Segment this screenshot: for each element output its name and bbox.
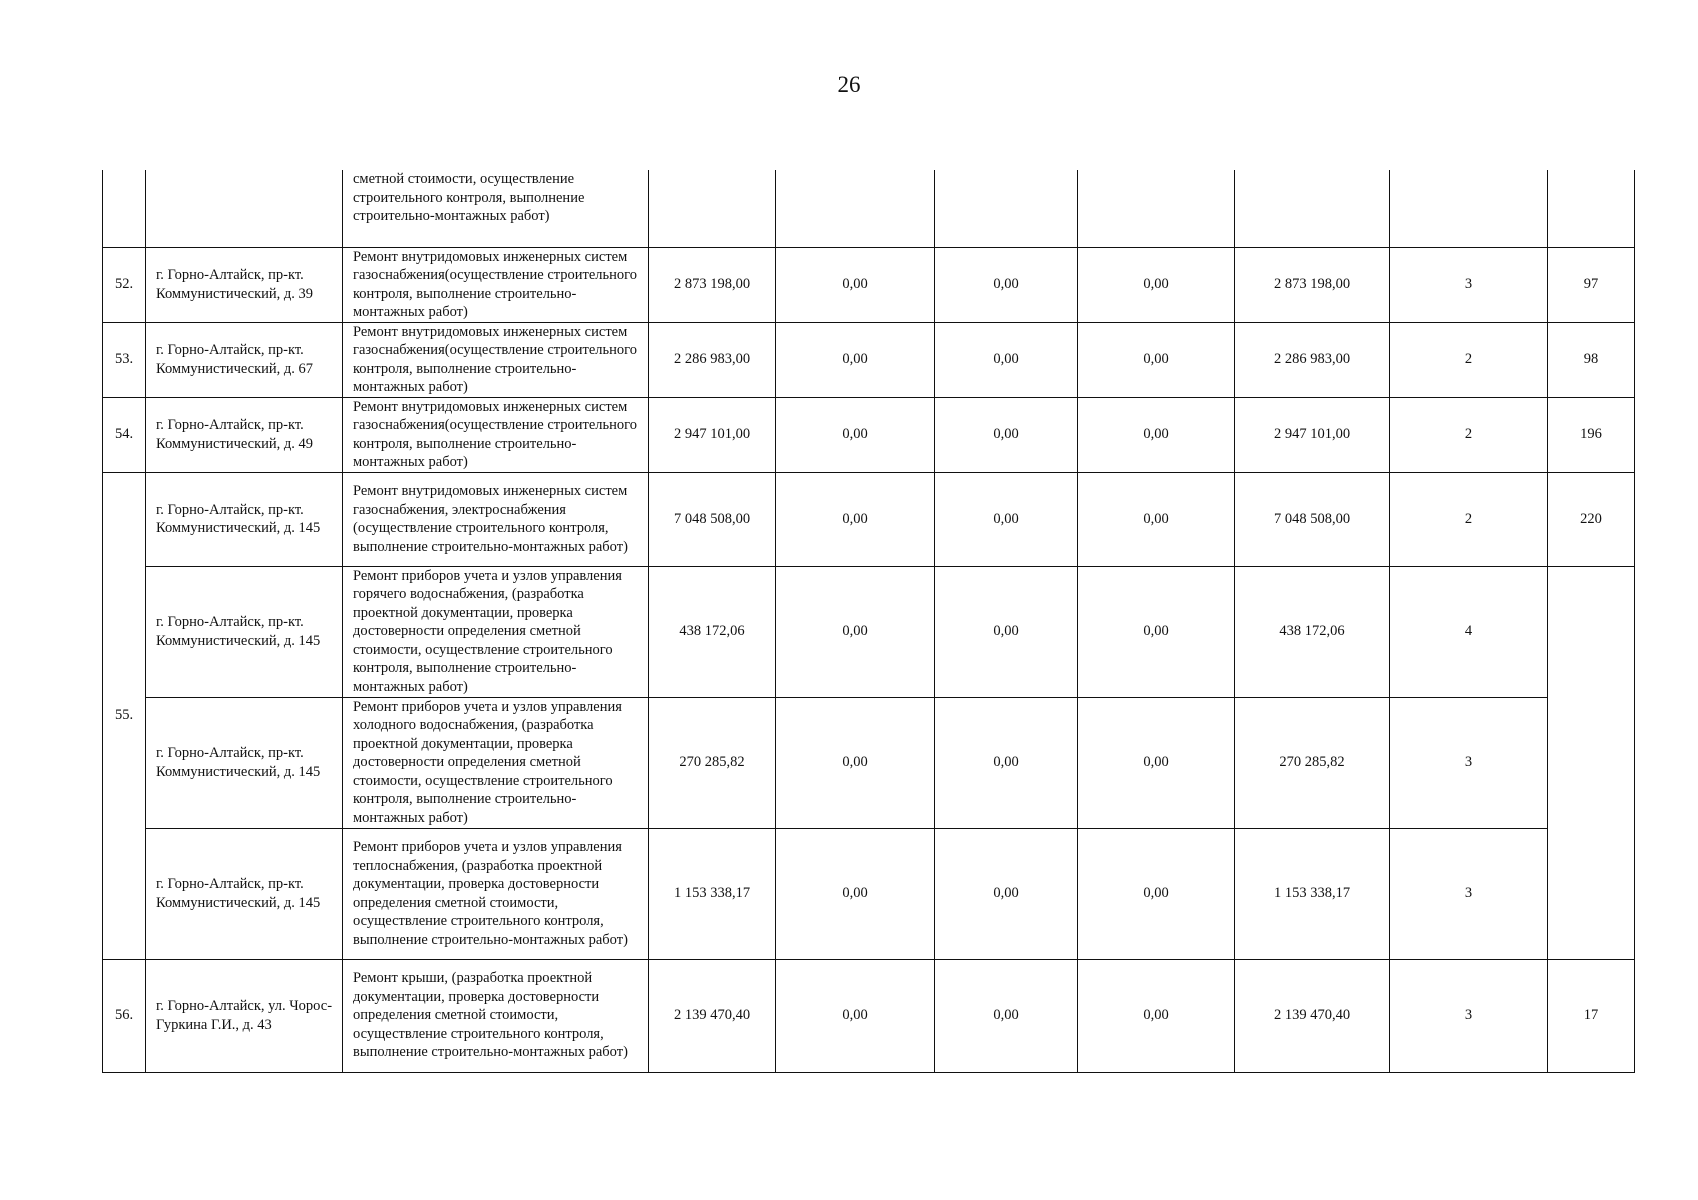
page-number: 26 xyxy=(837,72,861,97)
count-cell: 3 xyxy=(1390,828,1548,959)
row-number-cell: 55. xyxy=(103,472,146,959)
fund-cell xyxy=(776,170,935,247)
table-row xyxy=(103,397,1635,472)
owners-funds-cell: 270 285,82 xyxy=(1235,697,1390,828)
extra-cell xyxy=(1548,566,1635,959)
address-cell: г. Горно-Алтайск, пр-кт. Коммунистический, д. 145 xyxy=(146,472,343,566)
table-row xyxy=(103,472,1635,566)
table-row xyxy=(103,697,1635,828)
extra-cell xyxy=(1548,170,1635,247)
address-cell: г. Горно-Алтайск, пр-кт. Коммунистический, д. 49 xyxy=(146,397,343,472)
owners-funds-cell: 7 048 508,00 xyxy=(1235,472,1390,566)
budget-cell xyxy=(935,170,1078,247)
count-cell xyxy=(1390,170,1548,247)
address-cell: г. Горно-Алтайск, пр-кт. Коммунистический, д. 39 xyxy=(146,247,343,322)
fund-cell: 0,00 xyxy=(776,247,935,322)
budget-cell: 0,00 xyxy=(935,828,1078,959)
repair-plan-table xyxy=(102,170,1635,1073)
count-cell: 3 xyxy=(1390,697,1548,828)
count-cell: 3 xyxy=(1390,247,1548,322)
local-budget-cell: 0,00 xyxy=(1078,397,1235,472)
table-row xyxy=(103,247,1635,322)
total-cost-cell: 2 286 983,00 xyxy=(649,322,776,397)
owners-funds-cell: 1 153 338,17 xyxy=(1235,828,1390,959)
row-number-cell xyxy=(103,170,146,247)
address-cell: г. Горно-Алтайск, пр-кт. Коммунистический, д. 145 xyxy=(146,828,343,959)
table-row-continuation xyxy=(103,170,1635,247)
total-cost-cell: 7 048 508,00 xyxy=(649,472,776,566)
fund-cell: 0,00 xyxy=(776,959,935,1072)
fund-cell: 0,00 xyxy=(776,566,935,697)
work-description-cell: Ремонт внутридомовых инженерных систем газоснабжения(осуществление строительного контроля, выполнение строительно-монтажных работ) xyxy=(343,322,649,397)
work-description-cell: Ремонт внутридомовых инженерных систем газоснабжения, электроснабжения (осуществление строительного контроля, выполнение строительно-монтажных работ) xyxy=(343,472,649,566)
table-row xyxy=(103,566,1635,697)
count-cell: 3 xyxy=(1390,959,1548,1072)
fund-cell: 0,00 xyxy=(776,828,935,959)
local-budget-cell: 0,00 xyxy=(1078,247,1235,322)
total-cost-cell: 270 285,82 xyxy=(649,697,776,828)
fund-cell: 0,00 xyxy=(776,697,935,828)
row-number-cell: 52. xyxy=(103,247,146,322)
count-cell: 2 xyxy=(1390,322,1548,397)
count-cell: 4 xyxy=(1390,566,1548,697)
fund-cell: 0,00 xyxy=(776,322,935,397)
local-budget-cell: 0,00 xyxy=(1078,472,1235,566)
local-budget-cell: 0,00 xyxy=(1078,828,1235,959)
extra-cell: 17 xyxy=(1548,959,1635,1072)
owners-funds-cell: 2 873 198,00 xyxy=(1235,247,1390,322)
total-cost-cell: 2 139 470,40 xyxy=(649,959,776,1072)
budget-cell: 0,00 xyxy=(935,322,1078,397)
row-number-cell: 56. xyxy=(103,959,146,1072)
work-description-cell: Ремонт приборов учета и узлов управления горячего водоснабжения, (разработка проектной документации, проверка достоверности определения сметной стоимости, осуществление строительного контроля, выполнение строительно-монтажных работ) xyxy=(343,566,649,697)
table-row xyxy=(103,828,1635,959)
extra-cell: 220 xyxy=(1548,472,1635,566)
table-row xyxy=(103,322,1635,397)
address-cell: г. Горно-Алтайск, ул. Чорос-Гуркина Г.И., д. 43 xyxy=(146,959,343,1072)
work-description-cell: Ремонт приборов учета и узлов управления теплоснабжения, (разработка проектной документации, проверка достоверности определения сметной стоимости, осуществление строительного контроля, выполнение строительно-монтажных работ) xyxy=(343,828,649,959)
total-cost-cell: 438 172,06 xyxy=(649,566,776,697)
budget-cell: 0,00 xyxy=(935,959,1078,1072)
address-cell: г. Горно-Алтайск, пр-кт. Коммунистический, д. 67 xyxy=(146,322,343,397)
table-row xyxy=(103,959,1635,1072)
fund-cell: 0,00 xyxy=(776,397,935,472)
owners-funds-cell: 438 172,06 xyxy=(1235,566,1390,697)
local-budget-cell: 0,00 xyxy=(1078,959,1235,1072)
owners-funds-cell xyxy=(1235,170,1390,247)
address-cell xyxy=(146,170,343,247)
budget-cell: 0,00 xyxy=(935,247,1078,322)
count-cell: 2 xyxy=(1390,472,1548,566)
total-cost-cell xyxy=(649,170,776,247)
total-cost-cell: 2 873 198,00 xyxy=(649,247,776,322)
local-budget-cell: 0,00 xyxy=(1078,697,1235,828)
owners-funds-cell: 2 947 101,00 xyxy=(1235,397,1390,472)
local-budget-cell: 0,00 xyxy=(1078,566,1235,697)
local-budget-cell: 0,00 xyxy=(1078,322,1235,397)
extra-cell: 98 xyxy=(1548,322,1635,397)
work-description-cell: сметной стоимости, осуществление строительного контроля, выполнение строительно-монтажных работ) xyxy=(343,170,649,247)
work-description-cell: Ремонт внутридомовых инженерных систем газоснабжения(осуществление строительного контроля, выполнение строительно-монтажных работ) xyxy=(343,247,649,322)
count-cell: 2 xyxy=(1390,397,1548,472)
address-cell: г. Горно-Алтайск, пр-кт. Коммунистический, д. 145 xyxy=(146,697,343,828)
work-description-cell: Ремонт крыши, (разработка проектной документации, проверка достоверности определения сметной стоимости, осуществление строительного контроля, выполнение строительно-монтажных работ) xyxy=(343,959,649,1072)
total-cost-cell: 1 153 338,17 xyxy=(649,828,776,959)
budget-cell: 0,00 xyxy=(935,566,1078,697)
budget-cell: 0,00 xyxy=(935,472,1078,566)
owners-funds-cell: 2 139 470,40 xyxy=(1235,959,1390,1072)
budget-cell: 0,00 xyxy=(935,697,1078,828)
extra-cell: 196 xyxy=(1548,397,1635,472)
local-budget-cell xyxy=(1078,170,1235,247)
row-number-cell: 54. xyxy=(103,397,146,472)
address-cell: г. Горно-Алтайск, пр-кт. Коммунистический, д. 145 xyxy=(146,566,343,697)
budget-cell: 0,00 xyxy=(935,397,1078,472)
work-description-cell: Ремонт внутридомовых инженерных систем газоснабжения(осуществление строительного контроля, выполнение строительно-монтажных работ) xyxy=(343,397,649,472)
extra-cell: 97 xyxy=(1548,247,1635,322)
owners-funds-cell: 2 286 983,00 xyxy=(1235,322,1390,397)
total-cost-cell: 2 947 101,00 xyxy=(649,397,776,472)
work-description-cell: Ремонт приборов учета и узлов управления холодного водоснабжения, (разработка проектной документации, проверка достоверности определения сметной стоимости, осуществление строительного контроля, выполнение строительно-монтажных работ) xyxy=(343,697,649,828)
fund-cell: 0,00 xyxy=(776,472,935,566)
row-number-cell: 53. xyxy=(103,322,146,397)
